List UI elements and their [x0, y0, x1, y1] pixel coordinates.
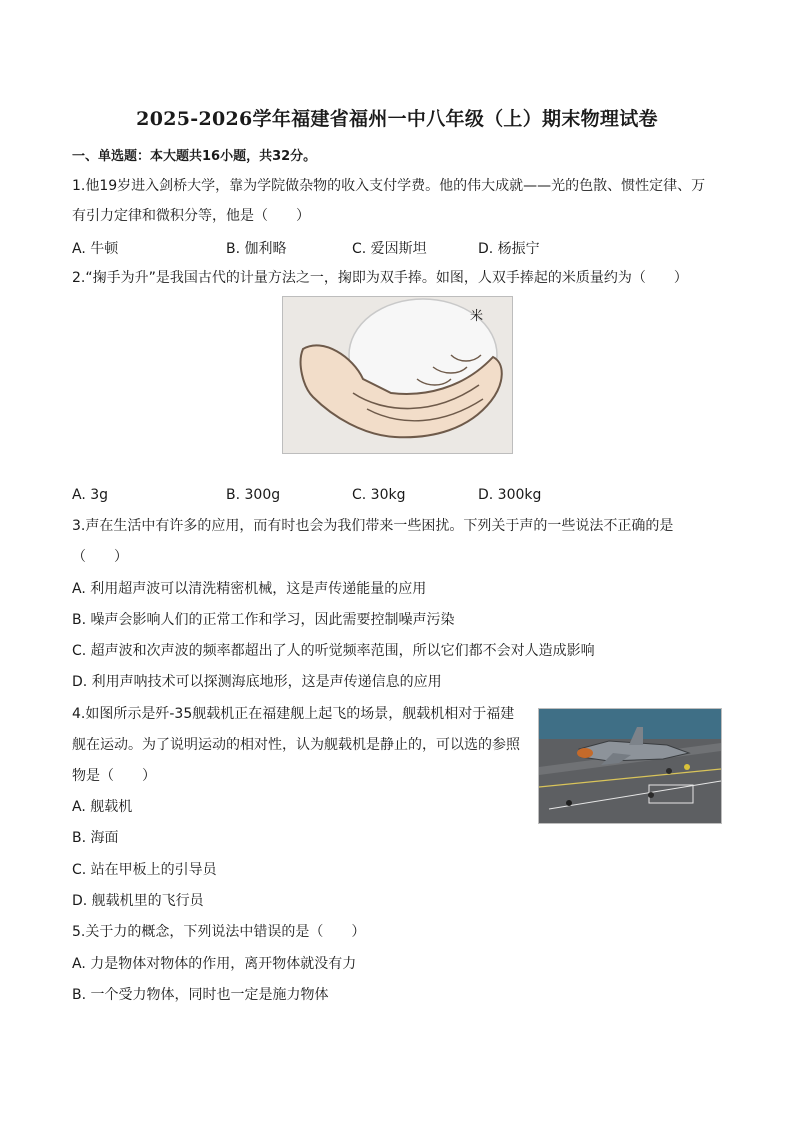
- q4-line-1: 4.如图所示是歼-35舰载机正在福建舰上起飞的场景，舰载机相对于福建: [72, 706, 515, 722]
- q4-line-2: 舰在运动。为了说明运动的相对性，认为舰载机是静止的，可以选的参照: [72, 737, 520, 753]
- q4-option-a: A. 舰载机: [72, 799, 133, 815]
- rice-label: 米: [470, 309, 484, 324]
- q4-option-c: C. 站在甲板上的引导员: [72, 862, 217, 878]
- q1-option-a: A. 牛顿: [72, 241, 119, 257]
- q2-option-b: B. 300g: [226, 487, 281, 503]
- q1-option-b: B. 伽利略: [226, 241, 287, 257]
- q2-option-a: A. 3g: [72, 487, 109, 503]
- q1-option-c: C. 爱因斯坦: [352, 241, 427, 257]
- q4-option-b: B. 海面: [72, 830, 119, 846]
- q4-option-d: D. 舰载机里的飞行员: [72, 893, 204, 909]
- q3-line-1: 3.声在生活中有许多的应用，而有时也会为我们带来一些困扰。下列关于声的一些说法不正确的是: [72, 518, 674, 534]
- q3-option-d: D. 利用声呐技术可以探测海底地形，这是声传递信息的应用: [72, 674, 442, 690]
- q3-option-b: B. 噪声会影响人们的正常工作和学习，因此需要控制噪声污染: [72, 612, 455, 628]
- q2-option-d: D. 300kg: [478, 487, 542, 503]
- q1-line-2: 有引力定律和微积分等，他是（ ）: [72, 208, 310, 224]
- q5-line-1: 5.关于力的概念，下列说法中错误的是（ ）: [72, 924, 366, 940]
- section-heading: 一、单选题：本大题共16小题，共32分。: [72, 149, 317, 164]
- jet-on-carrier-deck-illustration: [539, 709, 721, 823]
- page-title: 2025-2026学年福建省福州一中八年级（上）期末物理试卷: [136, 108, 658, 130]
- q1-line-1: 1.他19岁进入剑桥大学，靠为学院做杂物的收入支付学费。他的伟大成就——光的色散、惯性定律、万: [72, 178, 706, 194]
- q2-line-1: 2.“掬手为升”是我国古代的计量方法之一，掬即为双手捧。如图，人双手捧起的米质量约为（ ）: [72, 270, 688, 286]
- q3-line-2: （ ）: [72, 549, 128, 565]
- q4-line-3: 物是（ ）: [72, 768, 156, 784]
- carrier-jet-photo: [538, 708, 722, 824]
- q5-option-a: A. 力是物体对物体的作用，离开物体就没有力: [72, 956, 357, 972]
- q5-option-b: B. 一个受力物体，同时也一定是施力物体: [72, 987, 329, 1003]
- q3-option-a: A. 利用超声波可以清洗精密机械，这是声传递能量的应用: [72, 581, 427, 597]
- q2-option-c: C. 30kg: [352, 487, 406, 503]
- q1-option-d: D. 杨振宁: [478, 241, 540, 257]
- q3-option-c: C. 超声波和次声波的频率都超出了人的听觉频率范围，所以它们都不会对人造成影响: [72, 643, 595, 659]
